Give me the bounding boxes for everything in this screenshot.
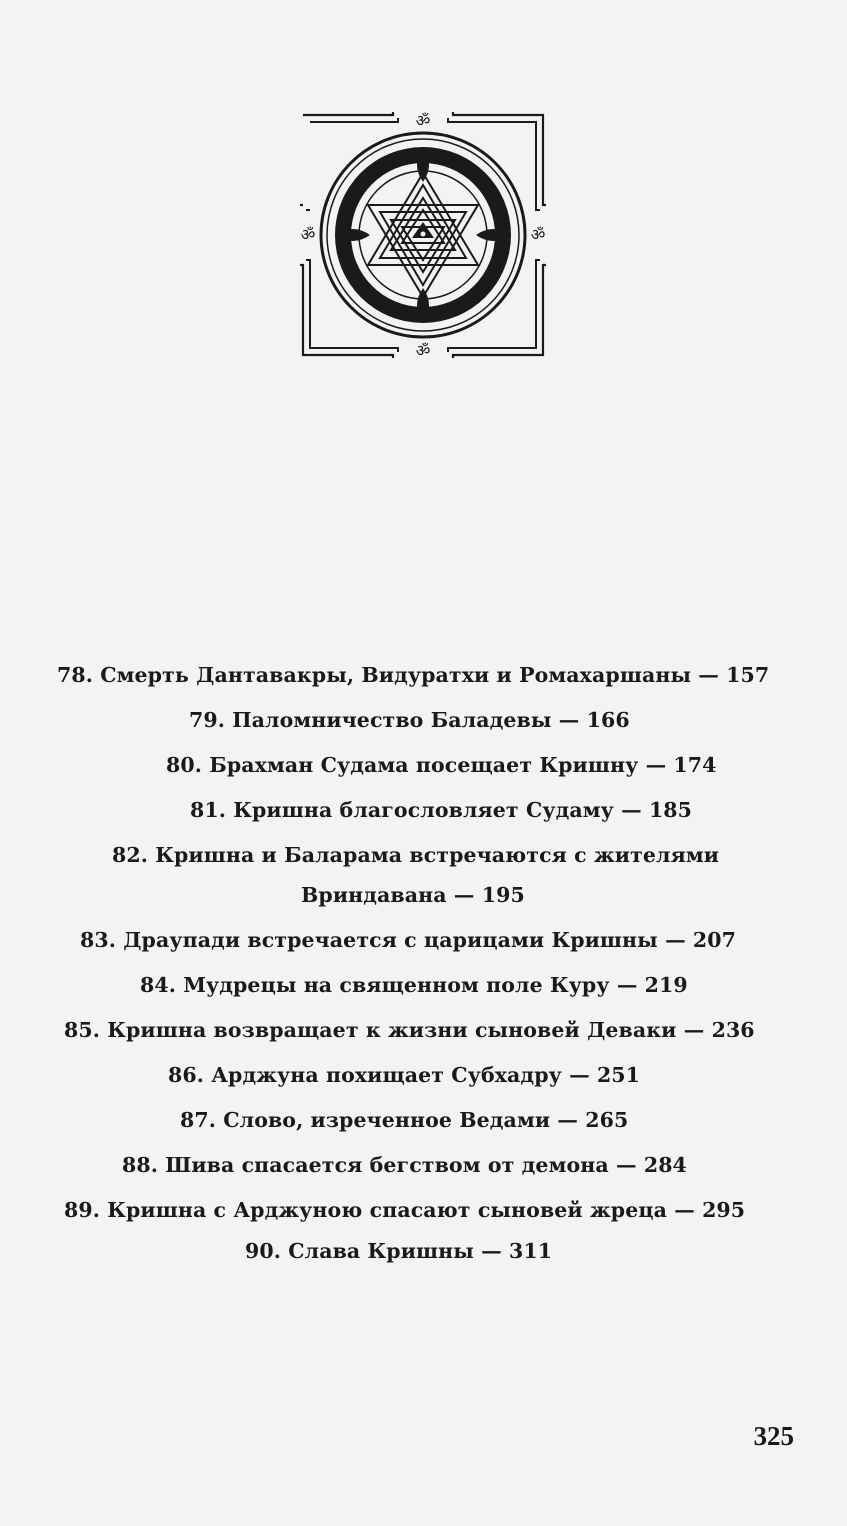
toc-title: Смерть Дантавакры, Видуратхи и Ромахаршаны [100, 663, 692, 687]
om-symbol-right: ॐ [530, 225, 546, 244]
toc-page: 174 [673, 753, 717, 777]
toc-entry-90: 90. Слава Кришны — 311 [245, 1239, 553, 1263]
toc-page: 207 [692, 928, 736, 952]
sri-yantra-emblem [298, 110, 548, 360]
page-number: 325 [753, 1421, 794, 1451]
toc-number: 86. [168, 1063, 204, 1087]
toc-number: 82. [112, 843, 148, 867]
toc-number: 80. [166, 753, 202, 777]
toc-title: Слава Кришны [288, 1239, 474, 1263]
toc-page: 236 [711, 1018, 755, 1042]
toc-entry-83: 83. Драупади встречается с царицами Кришны — 207 [80, 928, 736, 952]
toc-entry-80: 80. Брахман Судама посещает Кришну — 174 [166, 753, 717, 777]
toc-title: Кришна с Арджуною спасают сыновей жреца [107, 1198, 667, 1222]
toc-entry-85: 85. Кришна возвращает к жизни сыновей Деваки — 236 [64, 1018, 755, 1042]
om-symbol-bottom: ॐ [415, 341, 431, 360]
toc-title: Паломничество Баладевы [232, 708, 552, 732]
toc-title: Вриндавана [301, 883, 447, 907]
toc-number: 83. [80, 928, 116, 952]
toc-entry-81: 81. Кришна благословляет Судаму — 185 [190, 798, 693, 822]
toc-page: 295 [702, 1198, 746, 1222]
toc-number: 81. [190, 798, 226, 822]
toc-title: Кришна и Баларама встречаются с жителями [155, 843, 720, 867]
toc-number: 85. [64, 1018, 100, 1042]
toc-title: Брахман Судама посещает Кришну [209, 753, 639, 777]
toc-title: Шива спасается бегством от демона [165, 1153, 609, 1177]
toc-entry-84: 84. Мудрецы на священном поле Куру — 219 [140, 973, 688, 997]
toc-number: 87. [180, 1108, 216, 1132]
toc-entry-82 [112, 843, 719, 867]
toc-entry-82-cont: Вриндавана — 195 [301, 883, 525, 907]
toc-title: Мудрецы на священном поле Куру [183, 973, 610, 997]
toc-page: 265 [585, 1108, 629, 1132]
toc-title: Кришна благословляет Судаму [233, 798, 614, 822]
toc-entry-78: 78. Смерть Дантавакры, Видуратхи и Ромахаршаны — 157 [57, 663, 770, 687]
toc-entry-86: 86. Арджуна похищает Субхадру — 251 [168, 1063, 641, 1087]
toc-page: 157 [726, 663, 770, 687]
toc-number: 84. [140, 973, 176, 997]
toc-page: 185 [648, 798, 693, 822]
toc-page: 284 [643, 1153, 687, 1177]
toc-number: 89. [64, 1198, 100, 1222]
toc-number: 79. [189, 708, 225, 732]
toc-title: Слово, изреченное Ведами [223, 1108, 551, 1132]
toc-page: 195 [481, 883, 525, 907]
toc-title: Арджуна похищает Субхадру [211, 1063, 562, 1087]
toc-entry-87: 87. Слово, изреченное Ведами — 265 [180, 1108, 629, 1132]
toc-entry-89: 89. Кришна с Арджуною спасают сыновей жреца — 295 [64, 1198, 746, 1222]
toc-title: Драупади встречается с царицами Кришны [123, 928, 658, 952]
toc-page: 251 [596, 1063, 641, 1087]
toc-page: 166 [586, 708, 630, 732]
toc-number: 90. [245, 1239, 281, 1263]
toc-page: 311 [509, 1239, 553, 1263]
toc-entry-79: 79. Паломничество Баладевы — 166 [189, 708, 630, 732]
toc-entry-88: 88. Шива спасается бегством от демона — 284 [122, 1153, 687, 1177]
toc-title: Кришна возвращает к жизни сыновей Деваки [107, 1018, 677, 1042]
om-symbol-left: ॐ [300, 225, 316, 244]
toc-number: 88. [122, 1153, 158, 1177]
om-symbol-top: ॐ [415, 111, 431, 130]
toc-number: 78. [57, 663, 93, 687]
toc-page: 219 [644, 973, 688, 997]
